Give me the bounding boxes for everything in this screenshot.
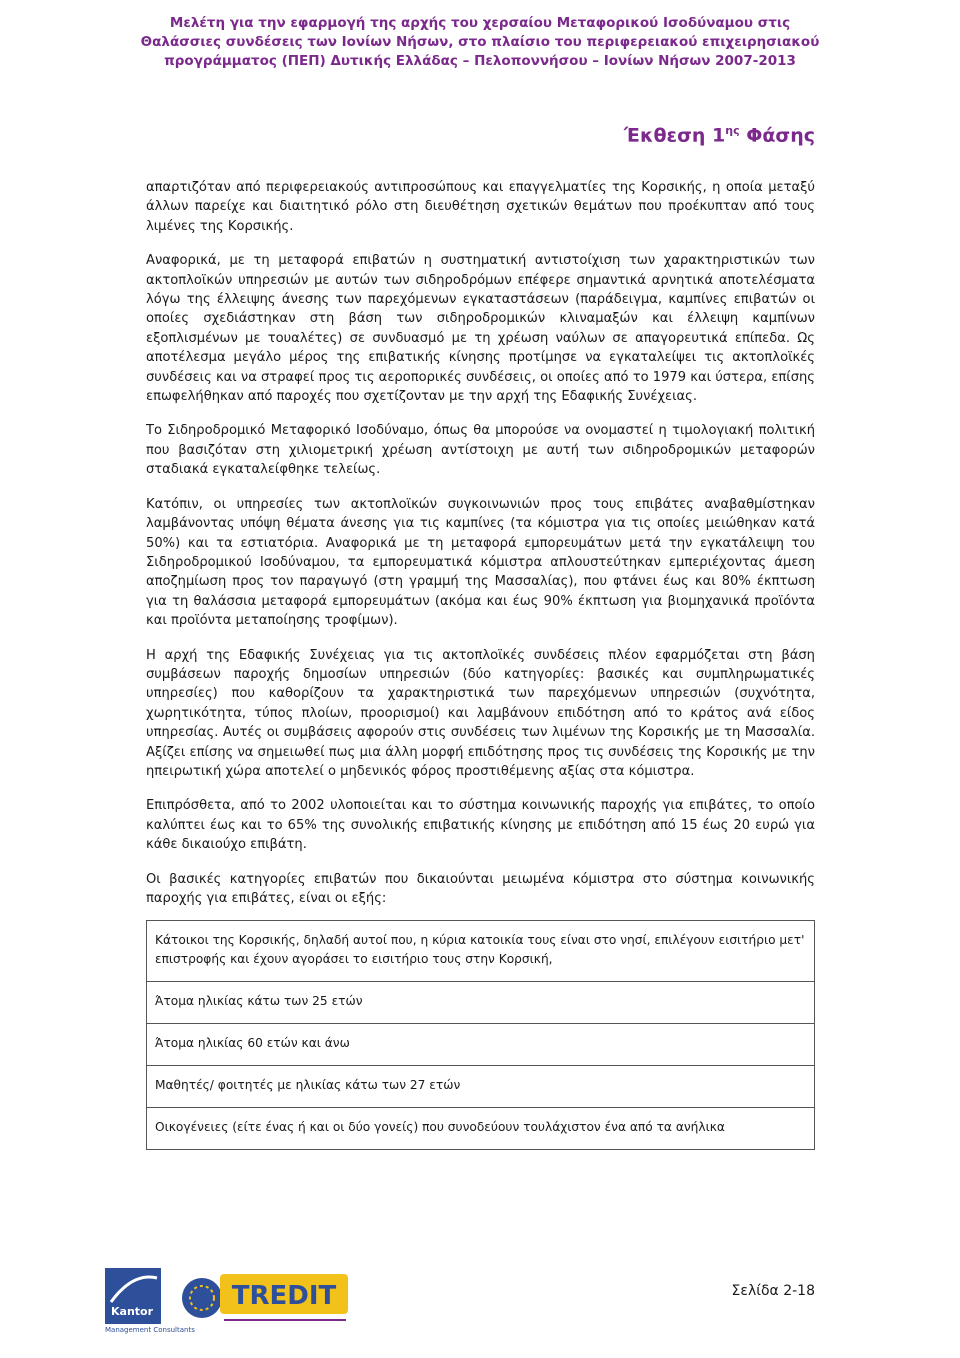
passenger-categories-table bbox=[146, 920, 815, 1150]
paragraph-1: απαρτιζόταν από περιφερειακούς αντιπροσώπους και επαγγελματίες της Κορσικής, η οποία μεταξύ άλλων παρείχε και διαιτητικό ρόλο στη διευθέτηση σχετικών θεμάτων που προέκυπταν από τους λιμένες της Κορσικής. bbox=[146, 180, 815, 234]
paragraph-7: Οι βασικές κατηγορίες επιβατών που δικαιούνται μειωμένα κόμιστρα στο σύστημα κοινωνικής παροχής για επιβάτες, είναι οι εξής: bbox=[146, 871, 815, 906]
category-cell: Οικογένειες (είτε ένας ή και οι δύο γονείς) που συνοδεύουν τουλάχιστον ένα από τα ανήλικα bbox=[147, 1108, 815, 1150]
paragraph-3: Το Σιδηροδρομικό Μεταφορικό Ισοδύναμο, όπως θα μπορούσε να ονομαστεί η τιμολογιακή πολιτική που βασιζόταν στη χιλιομετρική χρέωση αντίστοιχη με αυτή των σιδηροδρομικών μεταφορών σταδιακά εγκαταλείφθηκε τελείως. bbox=[146, 423, 815, 478]
kantor-logo-subtitle: Management Consultants bbox=[105, 1326, 195, 1334]
paragraph-5: Η αρχή της Εδαφικής Συνέχειας για τις ακτοπλοϊκές συνδέσεις πλέον εφαρμόζεται στη βάση συμβάσεων παροχής δημοσίων υπηρεσιών (δύο κατηγορίες: βασικές και συμπληρωματικές υπηρεσίες) που καθορίζουν τα χαρακτηριστικά των παρεχόμενων υπηρεσιών (συχνότητα, χωρητικότητα, τύπος πλοίων, προορισμοί) και λαμβάνουν επιδότηση από το κράτος ανά είδος υπηρεσίας. Αυτές οι συμβάσεις αφορούν στις συνδέσεις των λιμένων της Κορσικής με τη Μασσαλία. Αξίζει επίσης να σημειωθεί πως μια άλλη μορφή επιδότησης προς τις συνδέσεις της Κορσικής με την ηπειρωτική χώρα αποτελεί ο μηδενικός φόρος προστιθέμενης αξίας στα κόμιστρα. bbox=[146, 647, 815, 779]
category-cell: Κάτοικοι της Κορσικής, δηλαδή αυτοί που, η κύρια κατοικία τους είναι στο νησί, επιλέγουν εισιτήριο μετ' επιστροφής και έχουν αγοράσει το εισιτήριο τους στην Κορσική, bbox=[147, 921, 815, 982]
paragraph-2: Αναφορικά, με τη μεταφορά επιβατών η συστηματική αντιστοίχιση των χαρακτηριστικών των ακτοπλοϊκών υπηρεσιών με αυτών των σιδηροδρόμων επέφερε σημαντικά αρνητικά αποτελέσματα λόγω της έλλειψης άνεσης των παρεχόμενων εγκαταστάσεων (παράδειγμα, καμπίνες επιβατών οι οποίες σχεδιάστηκαν στη βάση των σιδηροδρομικών κλιναμαξών και έλλειψη καμπίνων εξοπλισμένων με τουαλέτες) σε συνδυασμό με τη χρέωση ναύλων σε απαγορευτικά επίπεδα. Ως αποτέλεσμα μεγάλο μέρος της επιβατικής κίνησης προτίμησε να εγκαταλείψει τις ακτοπλοϊκές συνδέσεις και να στραφεί προς τις αεροπορικές συνδέσεις, οι οποίες από το 1979 και ύστερα, επίσης επωφελήθηκαν από παροχές που σχετίζονταν με την αρχή της Εδαφικής Συνέχειας. bbox=[146, 253, 815, 405]
category-cell: Άτομα ηλικίας κάτω των 25 ετών bbox=[147, 982, 815, 1024]
document-body bbox=[146, 178, 815, 1150]
phase-title-sup: ης bbox=[725, 124, 740, 137]
header-line-3: προγράμματος (ΠΕΠ) Δυτικής Ελλάδας – Πελοποννήσου – Ιονίων Νήσων 2007-2013 bbox=[164, 53, 796, 69]
category-cell: Μαθητές/ φοιτητές με ηλικίας κάτω των 27 ετών bbox=[147, 1066, 815, 1108]
page-number: Σελίδα 2-18 bbox=[731, 1283, 815, 1299]
kantor-logo-name: Kantor bbox=[111, 1305, 154, 1318]
paragraph-4: Κατόπιν, οι υπηρεσίες των ακτοπλοϊκών συγκοινωνιών προς τους επιβάτες αναβαθμίστηκαν λαμβάνοντας υπόψη θέματα άνεσης για τις καμπίνες (τα κόμιστρα για τις οποίες μειώθηκαν κατά 50%) και τα εστιατόρια. Αναφορικά με τη μεταφορά εμπορευμάτων μετά την εγκατάλειψη του Σιδηροδρομικού Ισοδύναμου, τα εμπορευματικά κόμιστρα απλουστεύτηκαν εμπεριέχοντας άμεση αποζημίωση προς τον παραγωγό (στη γραμμή της Μασσαλίας), που φτάνει έως και 80% έκπτωση για τη θαλάσσια μεταφορά εμπορευμάτων (ακόμα και έως 90% έκπτωση για βιομηχανικά προϊόντα και προϊόντα μεταποίησης τροφίμων). bbox=[146, 496, 815, 629]
tredit-logo-text: TREDIT bbox=[231, 1281, 337, 1311]
category-cell: Άτομα ηλικίας 60 ετών και άνω bbox=[147, 1024, 815, 1066]
document-header bbox=[120, 14, 840, 71]
table-row bbox=[147, 1108, 815, 1150]
tredit-logo-graphic bbox=[180, 1266, 350, 1328]
table-row bbox=[147, 1066, 815, 1108]
kantor-logo bbox=[105, 1268, 161, 1324]
tredit-logo bbox=[180, 1266, 350, 1328]
paragraph-6: Επιπρόσθετα, από το 2002 υλοποιείται και το σύστημα κοινωνικής παροχής για επιβάτες, το οποίο καλύπτει έως και το 65% της συνολικής επιβατικής κίνησης με επιδότηση από 15 έως 20 ευρώ για κάθε δικαιούχο επιβάτη. bbox=[146, 798, 815, 853]
phase-title-prefix: Έκθεση 1 bbox=[623, 124, 726, 147]
table-row bbox=[147, 1024, 815, 1066]
header-line-2: Θαλάσσιες συνδέσεις των Ιονίων Νήσων, στο πλαίσιο του περιφερειακού επιχειρησιακού bbox=[140, 34, 820, 50]
table-row bbox=[147, 982, 815, 1024]
header-line-1: Μελέτη για την εφαρμογή της αρχής του χερσαίου Μεταφορικού Ισοδύναμου στις bbox=[169, 15, 791, 31]
phase-title bbox=[624, 124, 815, 146]
kantor-swoosh-icon bbox=[105, 1268, 161, 1308]
phase-title-suffix: Φάσης bbox=[739, 124, 815, 147]
table-row bbox=[147, 921, 815, 982]
